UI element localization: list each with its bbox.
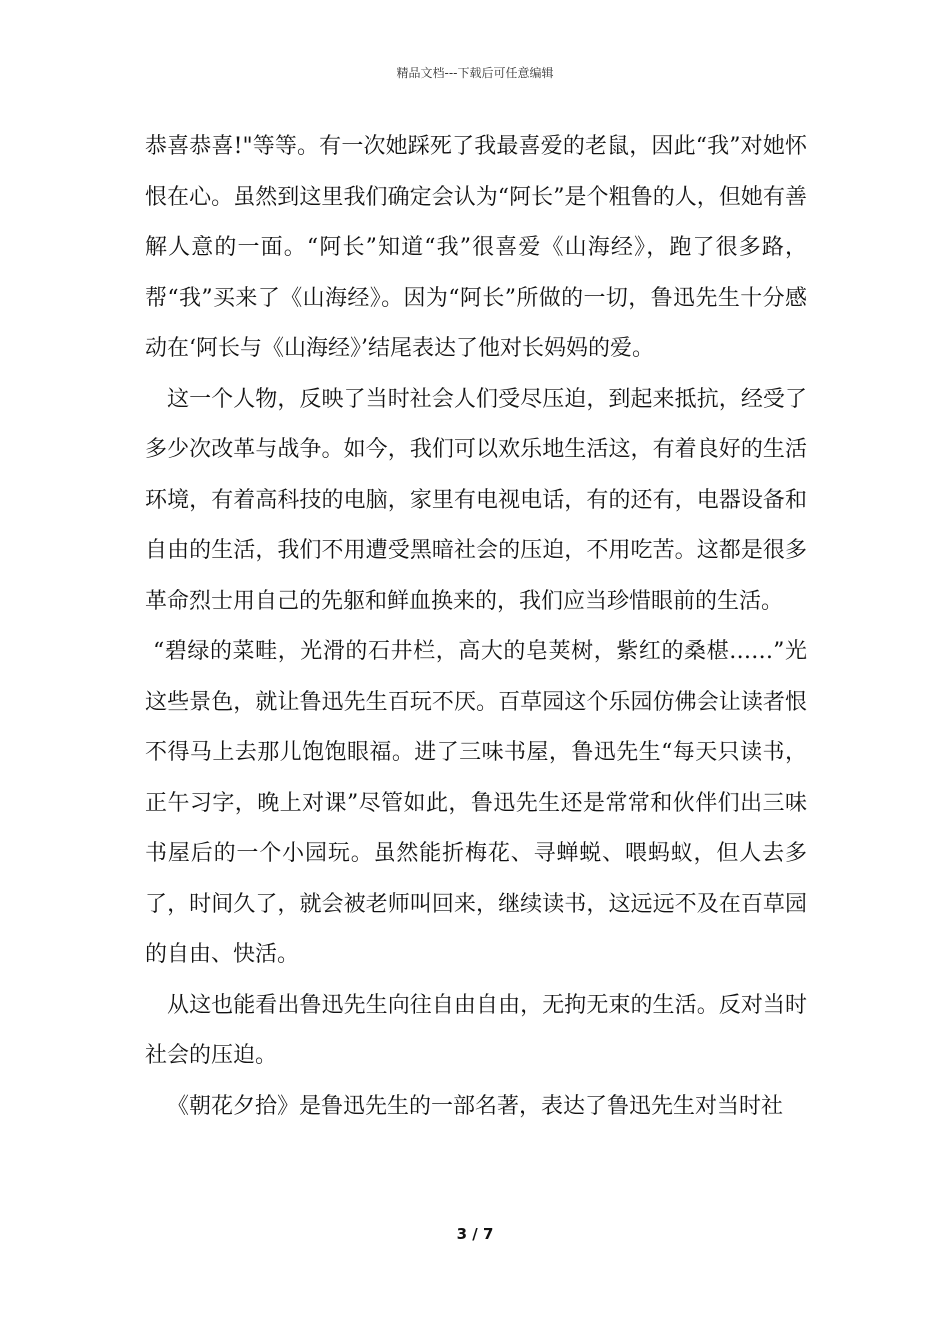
paragraph-4: 从这也能看出鲁迅先生向往自由自由，无拘无束的生活。反对当时社会的压迫。 <box>145 992 807 1068</box>
document-body <box>145 122 807 1132</box>
page-number: 3 / 7 <box>456 1225 494 1243</box>
paragraph-5: 《朝花夕拾》是鲁迅先生的一部名著，表达了鲁迅先生对当时社 <box>167 1093 784 1119</box>
paragraph-1: 恭喜恭喜!"等等。有一次她踩死了我最喜爱的老鼠，因此“我”对她怀恨在心。虽然到这里我们确定会认为“阿长”是个粗鲁的人，但她有善解人意的一面。“阿长”知道“我”很喜爱《山海经》，跑了很多路，帮“我”买来了《山海经》。因为“阿长”所做的一切，鲁迅先生十分感动在‘阿长与《山海经》’结尾表达了他对长妈妈的爱。 <box>145 134 807 361</box>
paragraph-3: “碧绿的菜畦，光滑的石井栏，高大的皂荚树，紫红的桑椹……”光这些景色，就让鲁迅先生百玩不厌。百草园这个乐园仿佛会让读者恨不得马上去那儿饱饱眼福。进了三味书屋，鲁迅先生“每天只读书，正午习字，晚上对课”尽管如此，鲁迅先生还是常常和伙伴们出三味书屋后的一个小园玩。虽然能折梅花、寻蝉蜕、喂蚂蚁，但人去多了，时间久了，就会被老师叫回来，继续读书，这远远不及在百草园的自由、快活。 <box>145 639 807 967</box>
paragraph-2: 这一个人物，反映了当时社会人们受尽压迫，到起来抵抗，经受了多少次改革与战争。如今，我们可以欢乐地生活这，有着良好的生活环境，有着高科技的电脑，家里有电视电话，有的还有，电器设备和自由的生活，我们不用遭受黑暗社会的压迫，不用吃苦。这都是很多革命烈士用自己的先躯和鲜血换来的，我们应当珍惜眼前的生活。 <box>145 386 807 614</box>
document-header: 精品文档---下载后可任意编辑 <box>396 66 554 80</box>
